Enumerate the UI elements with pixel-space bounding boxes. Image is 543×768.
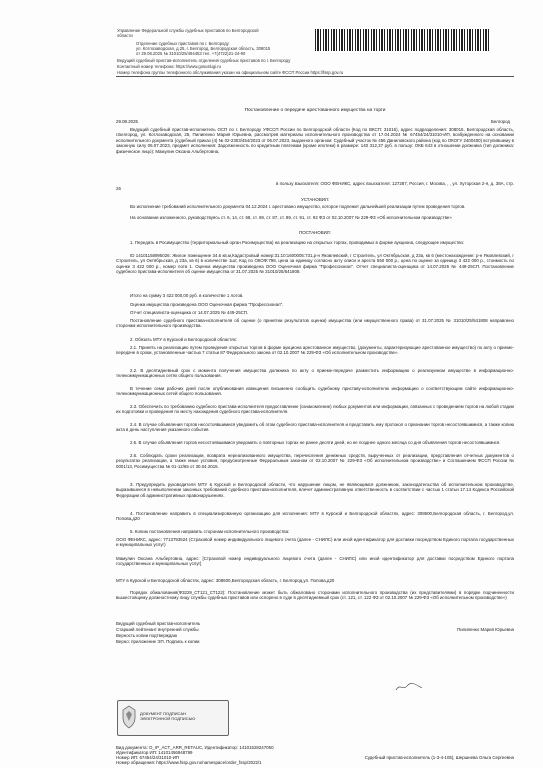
section-title: УСТАНОВИЛ:	[300, 197, 330, 202]
header-line: Номер телефона группы телефонного обслуживания указан на официальном сайте ФССП России https://fssp.gov.ru	[117, 70, 344, 75]
fine-print: Верно: приложение ЭП. Подпись к копии	[116, 639, 200, 644]
paragraph: 3. Предупредить руководителя МТУ в Курской и Белгородской области, что нарушение лицом, не являющимся должником, законодательства об исполнительном производстве, выразившееся в невыполнении законных требований судебного пристава-исполнителя, влечет административную ответственность в соответствии с частью 1 статьи 17.14 Кодекса Российской Федерации об административных правонарушениях.	[116, 482, 514, 498]
signer-name: Пилипенко Мария Юрьевна	[457, 627, 514, 632]
paragraph: На основании изложенного, руководствуясь ст. 6, 14, ст. 68, ст. 69, ст. 87, ст. 89, ст. 91, ст. 92 ФЗ от 02.10.2007 № 229-ФЗ «Об исполнительном производстве»	[130, 215, 452, 220]
appeal-procedure: Порядок обжалования(Ф3229_СТ121_СТ122): Постановление может быть обжаловано сторонами исполнительного производства (их представителями) в порядке подчиненности вышестоящему должностному лицу службы судебных приставов или оспорено в суде в десятидневный срок (ст. 121, ст. 122 ФЗ от 02.10.2007 № 229-ФЗ «Об исполнительном производстве»)	[116, 590, 514, 601]
header-line: области	[117, 33, 133, 38]
header-line: ул. Котлозаводская, д.25, г. Белгород, Белгородская область, 308015	[136, 46, 271, 51]
footer-line: Судебный пристав-исполнитель (1-3-4-105), Шершнева Ольга Сергеевна	[364, 755, 514, 760]
intro-paragraph: в пользу взыскателя: ООО ФЕНИКС, адрес взыскателя: 127287, Россия, г. Москва, , , ул. Хуторская 2-я, д. 38А, стр. 26	[116, 181, 514, 192]
recipient: МТУ в Курской и Белгородской областях, адрес: 308600,Белгородская область, г. Белгород,ул. Попова,д20	[116, 578, 335, 583]
paragraph: 4. Постановление направить в специализированную организацию для исполнения: МТУ в Курской и Белгородской областях, адрес: 308600,Белгородская область, г. Белгород,ул. Попова,д20	[116, 511, 514, 522]
footer-line: Идентификатор ИП: 14101456948799	[116, 750, 193, 755]
paragraph: 5. Копию постановления направить сторонам исполнительного производства:	[130, 529, 290, 534]
header-line: Отделение судебных приставов по г. Белгороду	[136, 41, 229, 46]
document-date: 29.08.2025	[116, 119, 138, 124]
property-item: ID 14101158995026: Жилое помещение 34.6 кв.м,Кадастровый номер:31:10:1600005:731,р-н Яковлевский, г Строитель, ул Октябрьская, д 23а, кв 6 (местонахождение: р-н Яковлевский, г Строитель, ул Октябрьская, д 23а, кв 6) в количестве 1шт, Код по ОКОФ:798, цена за единицу согласно акту описи и ареста 550 000 р., цена по оценке за единицу 3 422 000 р., стоимость по оценке 3 422 000 р., номер лота 1. Оценка имущества произведена ООО Оценочная фирма "Профессионал". Отчет специалиста-оценщика от 14.07.2025 № 449-25СП. Постановление судебного пристава-исполнителя об оценке имущества от 31.07.2025 № 31010/25/541808.	[116, 253, 514, 275]
recipient: Мамулин Оксана Альбертовна, адрес: [Страховой номер индивидуального лицевого счета (далее - СНИЛС) или иной идентификатор для доставки посредством Единого портала государственных и муниципальных услуг]	[116, 556, 514, 567]
paragraph: 2.2. В десятидневный срок с момента получения имущества должника по акту о приеме-передаче разместить информацию о реализуемом имуществе в информационно-телекоммуникационных сетях общего пользования.	[116, 368, 514, 379]
header-line: Ведущий судебный пристав-исполнитель отделения судебных приставов по г. Белгороду	[117, 58, 291, 63]
e-signature-stamp	[117, 700, 229, 736]
paragraph: Постановление судебного пристава-исполнителя об оценке (о принятии результатов оценки) имущества (или имущественного права) от 31.07.2025 № 31010/25/541808 направлено сторонам исполнительного производства.	[116, 318, 514, 329]
footer-line: Номер ИП: 67454/24/31010-ИП	[116, 755, 180, 760]
paragraph: Оценка имущества произведена ООО Оценочная фирма "Профессионал".	[130, 302, 284, 307]
paragraph: 1. Передать в Росимущество (территориальный орган Росимущества) на реализацию на открытых торгах, проводимых в форме аукциона, следующее имущество:	[130, 240, 465, 245]
paragraph: 2.6. Соблюдать сроки реализации, возврата нереализованного имущества, перечисления денежных средств, вырученных от реализации, представления отчетных документов о результатах реализации, а также иные условия, предусмотренные Федеральным законом от 02.10.2007 № 229-ФЗ «Об исполнительном производстве» и Соглашением ФССП России № 0001/13, Росимущества № 01-12/65 от 30.04.2015.	[116, 453, 514, 469]
recipient: ООО ФЕНИКС, адрес: 7713793524 (Страховой номер индивидуального лицевого счета (далее - СНИЛС) или иной идентификатор для доставки посредством Единого портала государственных и муниципальных услуг)	[116, 537, 514, 548]
signer-role: Старший лейтенант внутренней службы	[116, 627, 199, 632]
section-title: ПОСТАНОВИЛ:	[299, 230, 331, 235]
paragraph: В течение семи рабочих дней после опубликования извещения письменно сообщить судебному приставу-исполнителю информацию о соответствующем сайте информационно-телекоммуникационных сетей общего пользования.	[116, 386, 514, 397]
paragraph: Итого на сумму 3 422 000,00 руб. в количестве 1 лотов.	[130, 293, 244, 298]
signer-role: Ведущий судебный пристав-исполнитель	[116, 621, 201, 626]
document-title: Постановление о передаче арестованного имущества на торги	[244, 108, 386, 113]
intro-paragraph: Ведущий судебный пристав-исполнитель ОСП по г. Белгороду УФССП России по Белгородской области (Код по ВКСП: 31016), адрес подразделения: 308015, Белгородская область, г.Белгород, ул. Котлозаводская, 25, Пилипенко Мария Юрьевна, рассмотрев материалы исполнительного производства от 17.04.2024 № 67454/24/31010-ИП, возбужденного на основании исполнительного документа (судебный приказ (4) № 02-2303/454/2023 от 06.07.2023, выданного органом: Судебный участок № 456 Даниловского района (код по ОКОГУ 2400400) вступившему в законную силу 06.07.2023, предмет исполнения: Задолженность по кредитным платежам (кроме ипотеки) в размере: 140 312,37 руб. в пользу: ОКБ 643 в отношении должника (тип должника: физическое лицо): Мамулин Оксана Альбертовна,	[116, 127, 514, 154]
footer-line: Вид документа: О_IP_ACT_ARR_RETAUC, Идентификатор: 14101528247050	[116, 745, 274, 750]
emblem-icon	[121, 705, 137, 729]
divider	[116, 76, 514, 77]
signer-role: Верность копии подтверждаю	[116, 633, 178, 638]
paragraph: 2.1. Принять на реализацию путем проведения открытых торгов в форме аукциона арестованное имущество, (документы, характеризующие арестованное имущество) по акту о приеме-передаче в сроки, установленные частью 7 статьи 87 Федерального закона от 02.10.2007 № 229-ФЗ «Об исполнительном производстве».	[116, 345, 514, 356]
paragraph: 2.4. В случае объявления торгов несостоявшимися уведомить об этом судебного пристава-исполнителя и представить ему протокол о признании торгов несостоявшимися, а также копию акта в день наступления указанного события.	[116, 422, 514, 433]
paragraph: 2.3. Обеспечить по требованию судебного пристава-исполнителя предоставление (ознакомление) любых документов или информации, связанных с проведением торгов на любой стадии их подготовки и проведения по месту нахождения судебного пристава-исполнителя.	[116, 404, 514, 415]
paragraph: Во исполнение требований исполнительного документа 04.12.2024 г. арестовано имущество, которое подлежит дальнейшей реализации путем проведения торгов.	[130, 204, 466, 209]
barcode	[315, 29, 490, 51]
document-city: Белгород	[490, 119, 510, 124]
stamp-text: ДОКУМЕНТ ПОДПИСАН	[140, 711, 186, 716]
paragraph: 2.5. В случае объявления торгов несостоявшимися уведомить о повторных торгах не ранее десяти дней, но не позднее одного месяца со дня объявления торгов несостоявшимися.	[130, 440, 501, 445]
header-line: Управление Федеральной службы судебных приставов по Белгородской	[117, 28, 259, 33]
paragraph: 2. Обязать МТУ в Курской и Белгородской областях:	[130, 337, 238, 342]
header-line: от 29.08.2025 № 31010/25/494453 тел. +7(4722)21-24-90	[136, 51, 246, 56]
header-line: Контактный номер телефона: https://www.gosuslugi.ru	[117, 64, 221, 69]
paragraph: Отчет специалиста-оценщика от 14.07.2025 № 449-25СП.	[130, 310, 249, 315]
stamp-text: ЭЛЕКТРОННОЙ ПОДПИСЬЮ	[140, 716, 196, 721]
signature-mark	[395, 682, 423, 692]
footer-line: Номер обращения: https://www.fssp.gov.ru/namespace/order_fssp/2022/1	[116, 760, 262, 765]
